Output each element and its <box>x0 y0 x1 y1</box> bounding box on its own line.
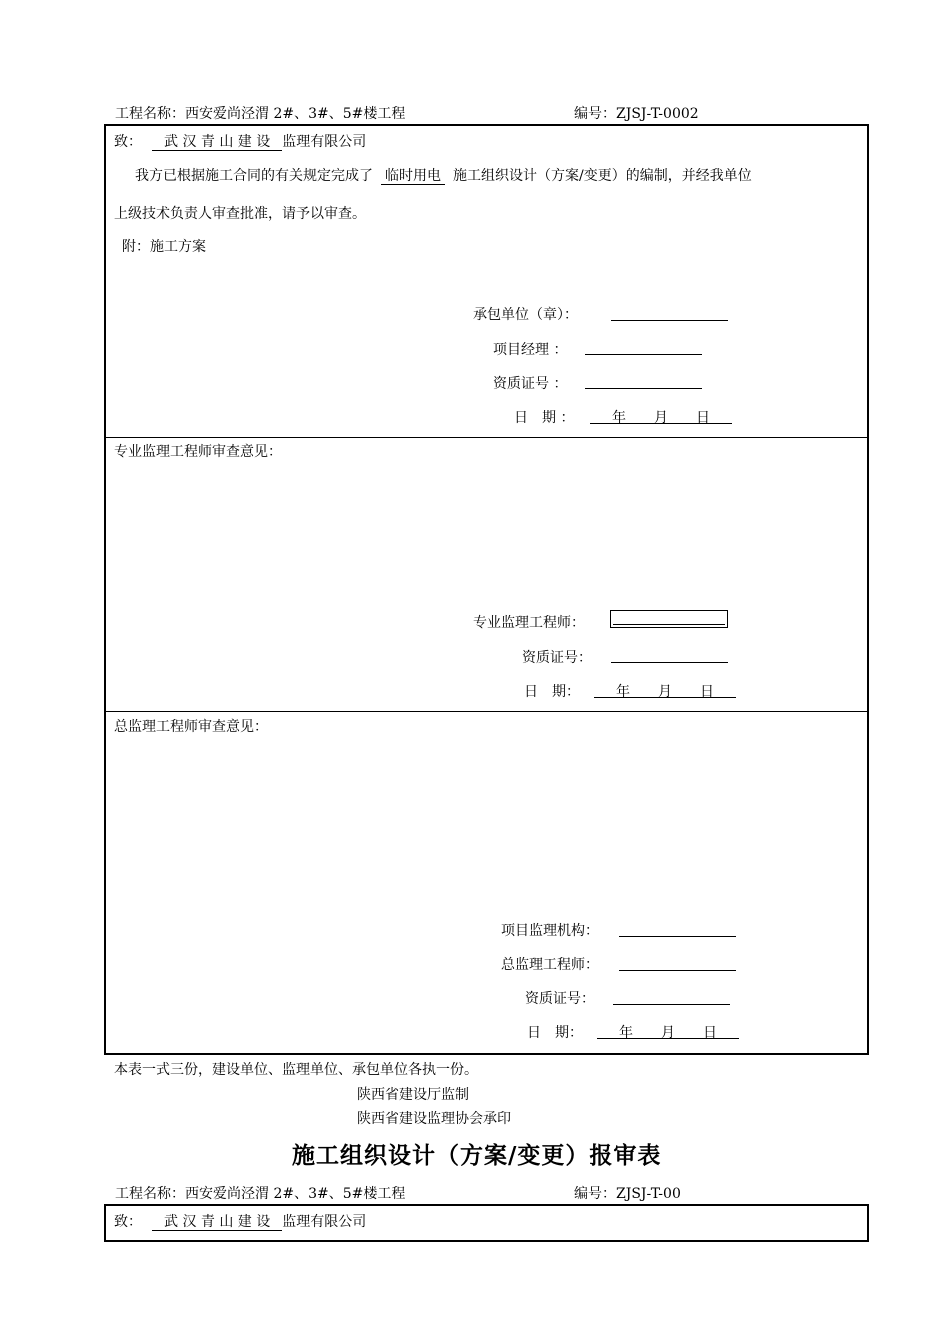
section-divider-2 <box>105 711 868 712</box>
chief-engineer-label: 总监理工程师： <box>501 957 599 973</box>
contractor-signature-line[interactable] <box>611 320 728 321</box>
date-label: 日 期 ： <box>514 410 575 426</box>
plan-subject: 临时用电 <box>381 168 445 185</box>
specialist-engineer-label: 专业监理工程师： <box>473 615 585 631</box>
chief-qualification-label: 资质证号： <box>525 991 595 1007</box>
addressee-company: 武 汉 青 山 建 设 <box>152 1214 282 1231</box>
form-number-2: 编号：ZJSJ-T-00 <box>574 1186 681 1202</box>
qualification-label: 资质证号 ： <box>493 376 568 392</box>
project-manager-label: 项目经理 ： <box>493 342 568 358</box>
form-title: 施工组织设计（方案/变更）报审表 <box>292 1142 662 1169</box>
specialist-qualification-line[interactable] <box>611 662 728 663</box>
attachment-note: 附：施工方案 <box>122 239 206 255</box>
addressee-suffix: 监理有限公司 <box>282 1214 367 1230</box>
chief-qualification-line[interactable] <box>613 1004 730 1005</box>
chief-review-heading: 总监理工程师审查意见： <box>114 719 268 735</box>
form-number: 编号：ZJSJ-T-0002 <box>574 106 699 122</box>
specialist-engineer-signature-field[interactable] <box>610 610 728 628</box>
chief-date-field[interactable]: 年 月 日 <box>597 1022 739 1039</box>
addressee-suffix: 监理有限公司 <box>282 134 367 150</box>
supervised-by: 陕西省建设厅监制 <box>357 1087 469 1103</box>
supervision-org-label: 项目监理机构： <box>501 923 599 939</box>
body-text: 我方已根据施工合同的有关规定完成了 <box>135 168 373 184</box>
qualification-number-line[interactable] <box>585 388 702 389</box>
submission-body-line1 <box>135 165 752 185</box>
submission-body-line2: 上级技术负责人审查批准，请予以审查。 <box>114 206 366 222</box>
supervision-org-line[interactable] <box>619 936 736 937</box>
contractor-label: 承包单位（章）： <box>473 307 578 323</box>
addressee-prefix: 致： <box>114 134 142 150</box>
addressee-2 <box>114 1211 366 1231</box>
printed-by: 陕西省建设监理协会承印 <box>357 1111 511 1127</box>
addressee <box>114 131 366 151</box>
form-table <box>104 124 869 1055</box>
section-divider-1 <box>105 437 868 438</box>
project-manager-signature-line[interactable] <box>585 354 702 355</box>
specialist-date-field[interactable]: 年 月 日 <box>594 681 736 698</box>
specialist-date-label: 日 期： <box>524 684 580 700</box>
chief-date-label: 日 期： <box>527 1025 583 1041</box>
project-name: 工程名称：西安爱尚泾渭 2#、3#、5#楼工程 <box>115 106 406 122</box>
date-field[interactable]: 年 月 日 <box>590 407 732 424</box>
specialist-review-heading: 专业监理工程师审查意见： <box>114 444 282 460</box>
addressee-prefix: 致： <box>114 1214 142 1230</box>
addressee-company: 武 汉 青 山 建 设 <box>152 134 282 151</box>
specialist-qualification-label: 资质证号： <box>522 650 592 666</box>
body-text: 施工组织设计（方案/变更）的编制，并经我单位 <box>453 168 752 184</box>
copies-note: 本表一式三份，建设单位、监理单位、承包单位各执一份。 <box>114 1062 478 1078</box>
chief-engineer-signature-line[interactable] <box>619 970 736 971</box>
project-name-2: 工程名称：西安爱尚泾渭 2#、3#、5#楼工程 <box>115 1186 406 1202</box>
